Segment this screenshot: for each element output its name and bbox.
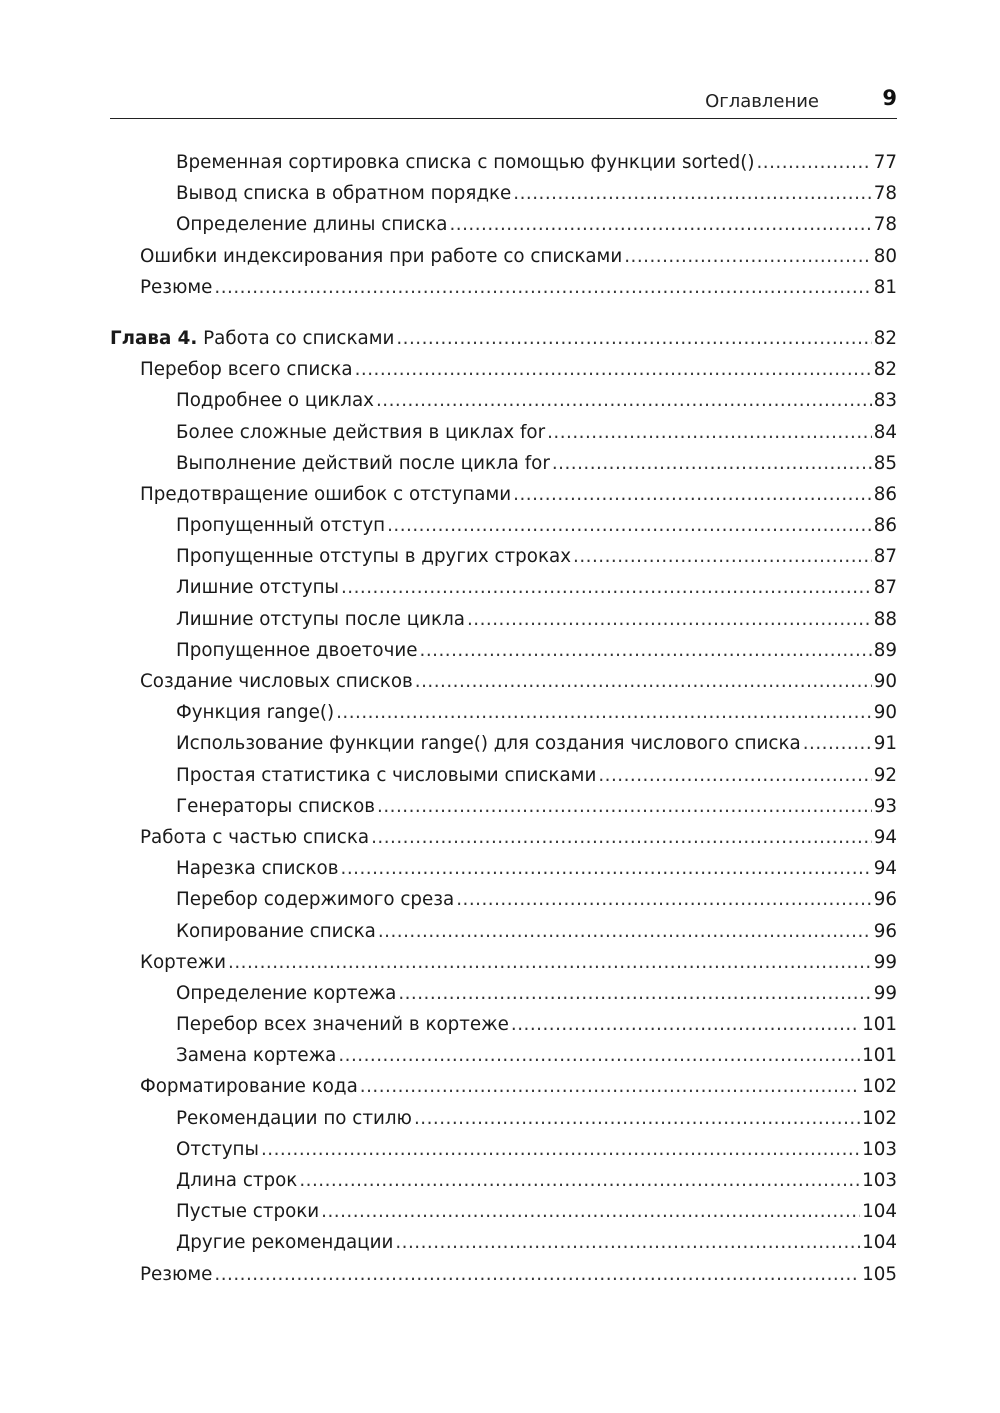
toc-entry-title: Перебор содержимого среза	[176, 889, 455, 911]
toc-entry-title: Рекомендации по стилю	[176, 1107, 412, 1129]
table-of-contents	[110, 152, 897, 1295]
toc-entry-title: Работа с частью списка	[140, 826, 370, 848]
chapter-number: Глава 4.	[110, 327, 198, 349]
toc-entry	[110, 152, 897, 183]
toc-entry	[110, 1232, 897, 1263]
toc-entry-title: Кортежи	[140, 951, 227, 973]
dot-leader	[396, 328, 871, 349]
chapter-title: Работа со списками	[197, 327, 395, 349]
dot-leader	[299, 1170, 860, 1191]
dot-leader	[415, 671, 872, 692]
dot-leader	[756, 152, 871, 173]
running-head-title: Оглавление	[705, 91, 819, 112]
toc-entry-title: Лишние отступы после цикла	[176, 608, 465, 630]
page-header	[110, 86, 897, 119]
toc-entry-title: Пустые строки	[176, 1201, 320, 1223]
toc-entry	[110, 1108, 897, 1139]
toc-page-number: 105	[862, 1263, 897, 1285]
dot-leader	[414, 1108, 860, 1129]
dot-leader	[371, 827, 872, 848]
dot-leader	[511, 1014, 860, 1035]
toc-page-number: 85	[873, 452, 897, 474]
toc-entry	[110, 921, 897, 952]
toc-entry-title: Создание числовых списков	[140, 671, 413, 692]
toc-page-number: 87	[873, 546, 897, 568]
page-number: 9	[882, 86, 897, 110]
dot-leader	[321, 1201, 860, 1222]
toc-entry-title: Ошибки индексирования при работе со списками	[140, 245, 623, 267]
toc-entry-title	[110, 328, 394, 349]
toc-page-number: 88	[873, 608, 897, 630]
toc-page-number: 87	[873, 577, 897, 599]
toc-entry	[110, 733, 897, 764]
dot-leader	[338, 1045, 860, 1066]
dot-leader	[261, 1139, 860, 1160]
toc-page-number: 89	[873, 639, 897, 661]
toc-entry	[110, 1076, 897, 1107]
toc-entry	[110, 952, 897, 983]
dot-leader	[377, 796, 872, 817]
toc-entry-title: Подробнее о циклах	[176, 390, 374, 412]
dot-leader	[395, 1232, 860, 1253]
dot-leader	[360, 1076, 860, 1097]
toc-entry	[110, 453, 897, 484]
toc-page-number: 94	[873, 826, 897, 848]
toc-entry	[110, 1045, 897, 1076]
dot-leader	[467, 609, 872, 630]
toc-page-number: 86	[873, 515, 897, 537]
dot-leader	[336, 702, 872, 723]
toc-page-number: 104	[862, 1201, 897, 1223]
toc-page-number: 78	[873, 214, 897, 236]
dot-leader	[387, 515, 872, 536]
toc-entry-title: Простая статистика с числовыми списками	[176, 764, 597, 786]
toc-entry-title: Более сложные действия в циклах for	[176, 421, 546, 443]
dot-leader	[456, 889, 872, 910]
toc-entry-title: Форматирование кода	[140, 1076, 358, 1098]
toc-entry	[110, 422, 897, 453]
toc-entry	[110, 1170, 897, 1201]
dot-leader	[341, 577, 872, 598]
toc-page-number: 84	[873, 421, 897, 443]
toc-page-number: 94	[873, 858, 897, 880]
toc-entry-title: Пропущенные отступы в других строках	[176, 546, 572, 568]
toc-page-number: 96	[873, 889, 897, 911]
dot-leader	[552, 453, 872, 474]
toc-page-number: 80	[873, 245, 897, 267]
toc-entry	[110, 1014, 897, 1045]
toc-entry	[110, 359, 897, 390]
toc-entry-title: Вывод списка в обратном порядке	[176, 183, 512, 205]
toc-page-number: 93	[873, 795, 897, 817]
toc-page-number: 102	[862, 1107, 897, 1129]
dot-leader	[341, 858, 872, 879]
dot-leader	[214, 277, 871, 298]
toc-entry-title: Перебор всех значений в кортеже	[176, 1014, 509, 1036]
toc-entry	[110, 889, 897, 920]
toc-entry	[110, 277, 897, 308]
toc-entry-title: Замена кортежа	[176, 1045, 337, 1067]
toc-entry-title: Пропущенное двоеточие	[176, 639, 418, 661]
toc-entry-title: Определение кортежа	[176, 982, 397, 1004]
toc-chapter-entry	[110, 328, 897, 359]
toc-entry	[110, 246, 897, 277]
toc-entry	[110, 827, 897, 858]
toc-entry	[110, 765, 897, 796]
toc-page-number: 99	[873, 951, 897, 973]
toc-entry	[110, 577, 897, 608]
dot-leader	[214, 1264, 860, 1285]
toc-page-number: 96	[873, 920, 897, 942]
toc-entry-title: Резюме	[140, 276, 213, 298]
dot-leader	[378, 921, 872, 942]
toc-entry-title: Резюме	[140, 1263, 213, 1285]
dot-leader	[376, 390, 872, 411]
toc-entry	[110, 515, 897, 546]
toc-page-number: 78	[873, 183, 897, 205]
toc-page-number: 77	[873, 152, 897, 173]
dot-leader	[547, 422, 872, 443]
toc-page-number: 99	[873, 982, 897, 1004]
toc-page-number: 91	[873, 733, 897, 755]
toc-entry-title: Отступы	[176, 1138, 259, 1160]
dot-leader	[598, 765, 871, 786]
dot-leader	[450, 214, 872, 235]
toc-entry-title: Лишние отступы	[176, 577, 339, 599]
toc-entry	[110, 609, 897, 640]
toc-page-number: 86	[873, 483, 897, 505]
toc-entry	[110, 796, 897, 827]
toc-entry-title: Предотвращение ошибок с отступами	[140, 483, 512, 505]
toc-entry	[110, 390, 897, 421]
toc-entry	[110, 702, 897, 733]
toc-entry-title: Пропущенный отступ	[176, 515, 386, 537]
dot-leader	[573, 546, 872, 567]
toc-page-number: 101	[862, 1045, 897, 1067]
toc-entry-title: Другие рекомендации	[176, 1232, 394, 1254]
toc-entry	[110, 640, 897, 671]
toc-page-number: 81	[873, 276, 897, 298]
toc-entry-title: Временная сортировка списка с помощью функции sorted()	[176, 152, 755, 173]
toc-entry-title: Генераторы списков	[176, 795, 376, 817]
dot-leader	[355, 359, 872, 380]
toc-entry	[110, 1264, 897, 1295]
toc-page-number: 104	[862, 1232, 897, 1254]
dot-leader	[624, 246, 872, 267]
toc-entry-title: Копирование списка	[176, 920, 376, 942]
toc-entry	[110, 546, 897, 577]
dot-leader	[513, 484, 872, 505]
dot-leader	[513, 183, 871, 204]
toc-entry-title: Использование функции range() для создания числового списка	[176, 733, 801, 755]
toc-page-number: 82	[873, 359, 897, 381]
toc-entry-title: Определение длины списка	[176, 214, 448, 236]
dot-leader	[398, 983, 871, 1004]
dot-leader	[420, 640, 872, 661]
toc-entry	[110, 214, 897, 245]
toc-page-number: 90	[873, 671, 897, 692]
toc-entry	[110, 1201, 897, 1232]
toc-entry	[110, 671, 897, 702]
dot-leader	[803, 733, 872, 754]
toc-entry	[110, 983, 897, 1014]
toc-page-number: 102	[862, 1076, 897, 1098]
toc-entry-title: Нарезка списков	[176, 858, 339, 880]
toc-page-number: 103	[862, 1138, 897, 1160]
toc-page-number: 92	[873, 764, 897, 786]
toc-page-number: 90	[873, 702, 897, 724]
toc-entry	[110, 858, 897, 889]
toc-entry	[110, 183, 897, 214]
toc-entry-title: Функция range()	[176, 702, 335, 724]
toc-entry	[110, 1139, 897, 1170]
toc-page-number: 82	[873, 327, 897, 349]
toc-entry	[110, 484, 897, 515]
toc-page-number: 101	[862, 1014, 897, 1036]
toc-entry-title: Выполнение действий после цикла for	[176, 452, 550, 474]
toc-entry-title: Длина строк	[176, 1170, 298, 1191]
toc-entry-title: Перебор всего списка	[140, 359, 353, 381]
dot-leader	[228, 952, 872, 973]
toc-page-number: 83	[873, 390, 897, 412]
toc-page-number: 103	[862, 1170, 897, 1191]
